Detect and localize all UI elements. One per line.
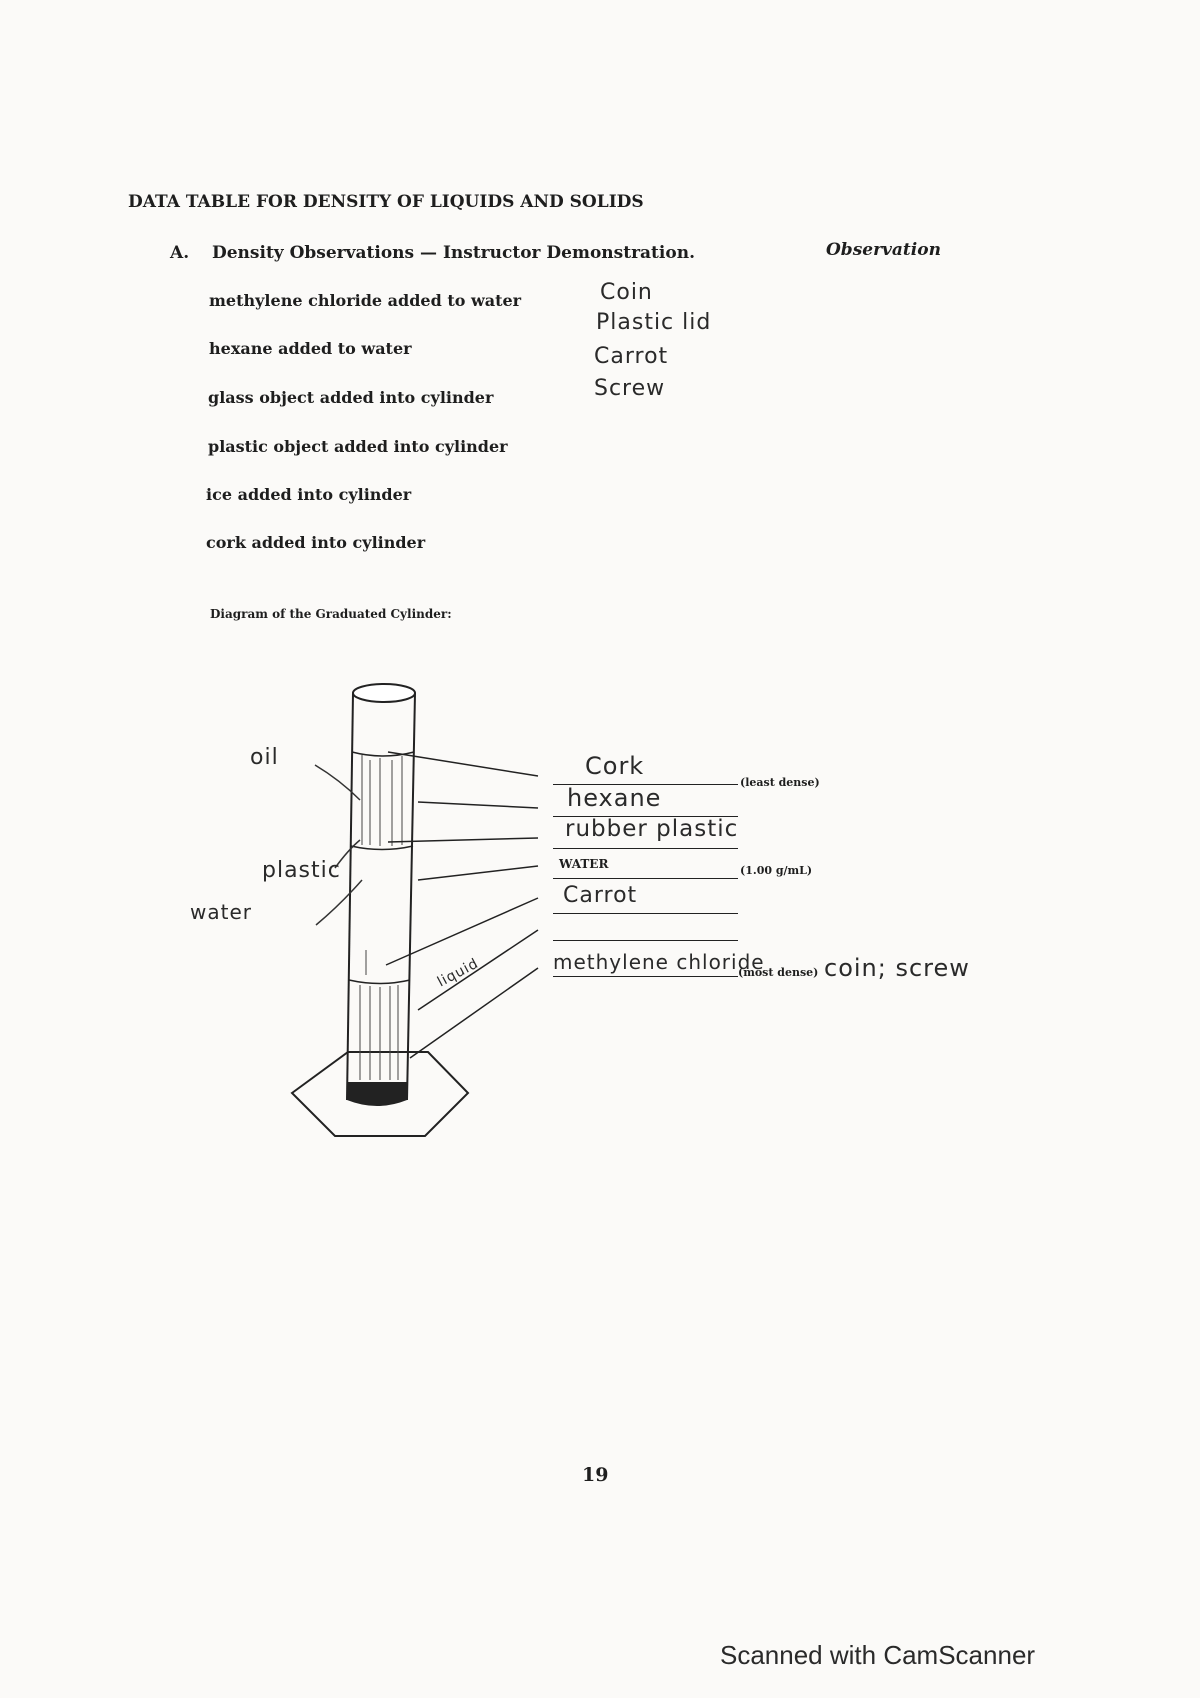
row-cork: cork added into cylinder [206, 533, 426, 552]
handwritten-plastic-lid: Plastic lid [596, 310, 712, 335]
row-plastic-object: plastic object added into cylinder [208, 437, 508, 456]
note-most-dense: (most dense) [738, 966, 819, 979]
answer-line-5 [553, 885, 738, 914]
handwritten-screw: Screw [594, 376, 666, 401]
answer-hexane: hexane [567, 784, 662, 812]
answer-line-3 [553, 816, 739, 849]
note-water-density: (1.00 g/mL) [740, 864, 813, 877]
label-oil: oil [250, 745, 279, 770]
row-methylene-chloride: methylene chloride added to water [209, 291, 522, 310]
label-water: water [190, 900, 252, 924]
row-glass-object: glass object added into cylinder [208, 388, 494, 407]
handwritten-coin: Coin [600, 280, 653, 305]
label-liquid: liquid [434, 955, 482, 991]
answer-water: WATER [559, 857, 609, 871]
answer-line-7 [553, 948, 765, 977]
answer-carrot: Carrot [563, 883, 638, 908]
cylinder-top-rim [353, 684, 415, 702]
diagram-caption: Diagram of the Graduated Cylinder: [210, 607, 452, 621]
note-least-dense: (least dense) [740, 776, 820, 789]
row-ice: ice added into cylinder [206, 485, 412, 504]
answer-line-4 [553, 854, 738, 879]
extra-note-coin-screw: coin; screw [824, 954, 970, 982]
observation-header: Observation [826, 240, 941, 260]
answer-cork: Cork [585, 752, 645, 780]
answer-line-2 [553, 784, 738, 817]
scanner-watermark: Scanned with CamScanner [720, 1640, 1036, 1670]
document-title: DATA TABLE FOR DENSITY OF LIQUIDS AND SOLIDS [128, 192, 644, 212]
page-number: 19 [582, 1464, 609, 1486]
answer-rubber-plastic: rubber plastic [565, 816, 739, 842]
handwritten-carrot: Carrot [594, 344, 669, 369]
cylinder-bottom-layer [347, 1082, 407, 1106]
section-label: A. [170, 243, 190, 263]
row-hexane: hexane added to water [209, 339, 412, 358]
section-heading: Density Observations — Instructor Demonstration. [212, 243, 695, 263]
label-plastic: plastic [262, 858, 341, 883]
answer-methylene-chloride: methylene chloride [553, 950, 765, 974]
answer-line-1 [553, 752, 738, 785]
answer-line-6 [553, 916, 738, 941]
